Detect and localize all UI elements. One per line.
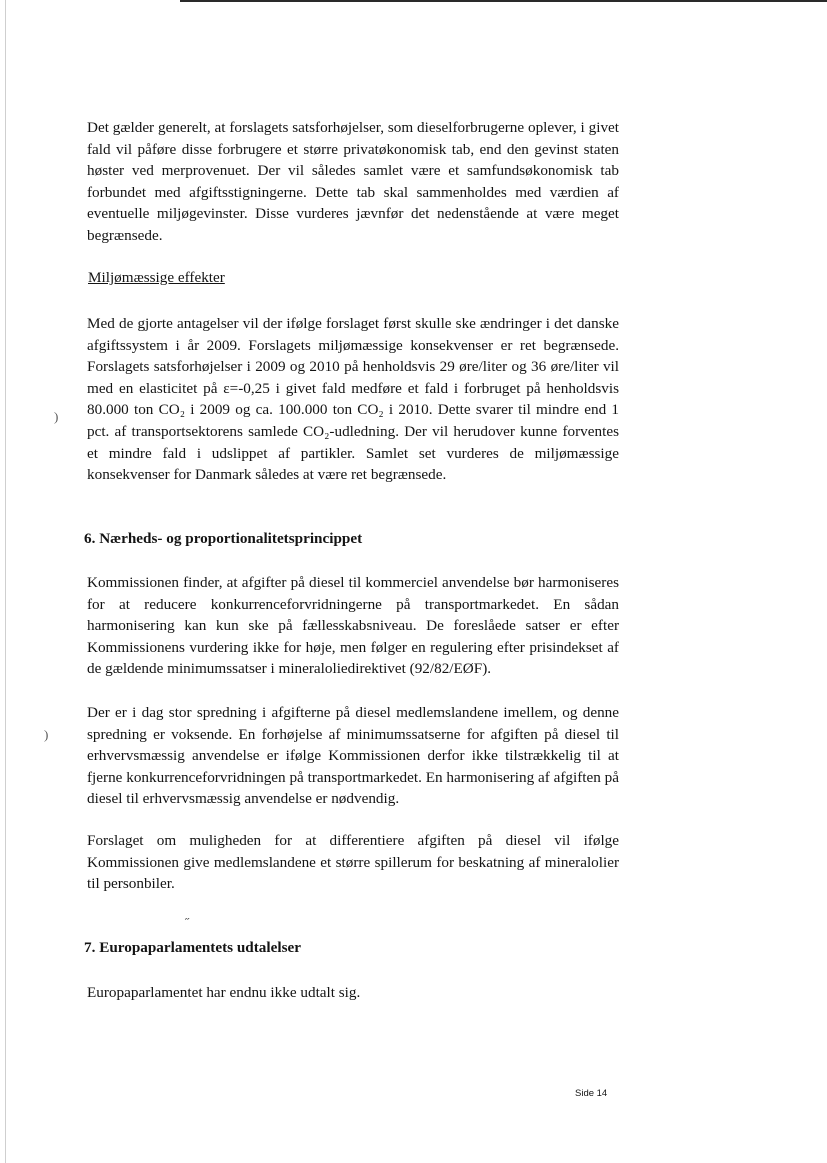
scan-edge-top [180,0,827,2]
paragraph-diesel-spread: Der er i dag stor spredning i afgifterne på diesel medlemslandene imellem, og denne spredning er voksende. En forhøjelse af minimumssatserne for afgiften på diesel til erhvervsmæssig anvendelse er ifølge Kommissionen derfor ikke tilstrækkelig til at fjerne konkurrenceforvridningen på transportmarkedet. En harmonisering af afgiften på diesel til erhvervsmæssig anvendelse er nødvendig. [87,704,619,808]
scan-speck: ˶ [185,909,190,924]
scan-edge-left [5,0,6,1163]
heading-section-6: 6. Nærheds- og proportionalitetsprincippet [84,530,363,547]
paragraph-parliament: Europaparlamentet har endnu ikke udtalt sig. [87,984,361,1001]
paragraph-harmonisation: Kommissionen finder, at afgifter på diesel til kommerciel anvendelse bør harmoniseres for at reducere konkurrenceforvridningerne på transportmarkedet. En sådan harmonisering kan kun ske på fællesskabsniveau. De foreslåede satser er efter Kommissionens vurdering ikke for høje, men følger en regulering efter prisindekset af de gældende minimumssatser i mineraloliedirektivet (92/82/EØF). [87,574,619,678]
heading-section-7: 7. Europaparlamentets udtalelser [84,939,301,956]
paragraph-economic-loss: Det gælder generelt, at forslagets satsforhøjelser, som dieselforbrugerne oplever, i givet fald vil påføre disse forbrugere et større privatøkonomisk tab, end den gevinst staten høster ved merprovenuet. Der vil således samlet være et samfundsøkonomisk tab forbundet med afgiftsstigningerne. Dette tab skal sammenholdes med værdien af eventuelle miljøgevinster. Disse vurderes jævnfør det nedenstående at være meget begrænsede. [87,119,619,244]
paragraph-differentiation: Forslaget om muligheden for at differentiere afgiften på diesel vil ifølge Kommissionen give medlemslandene et større spillerum for beskatning af mineralolier til personbiler. [87,832,619,893]
subheading-environmental-effects: Miljømæssige effekter [88,269,225,286]
page-number: Side 14 [575,1088,608,1099]
paragraph-environmental-consequences: Med de gjorte antagelser vil der ifølge forslaget først skulle ske ændringer i det danske afgiftssystem i år 2009. Forslagets miljømæssige konsekvenser er ret begrænsede. Forslagets satsforhøjelser i 2009 og 2010 på henholdsvis 29 øre/liter og 36 øre/liter vil med en elasticitet på ε=-0,25 i givet fald medføre et fald i forbruget på henholdsvis 80.000 ton CO₂ i 2009 og ca. 100.000 ton CO₂ i 2010. Dette svarer til mindre end 1 pct. af transportsektorens samlede CO₂-udledning. Der vil herudover kunne forventes et mindre fald i udslippet af partikler. Samlet set vurderes de miljømæssige konsekvenser for Danmark således at være ret begrænsede. [87,315,619,484]
scan-speck: ) [54,409,59,424]
scan-speck: ) [44,727,49,742]
